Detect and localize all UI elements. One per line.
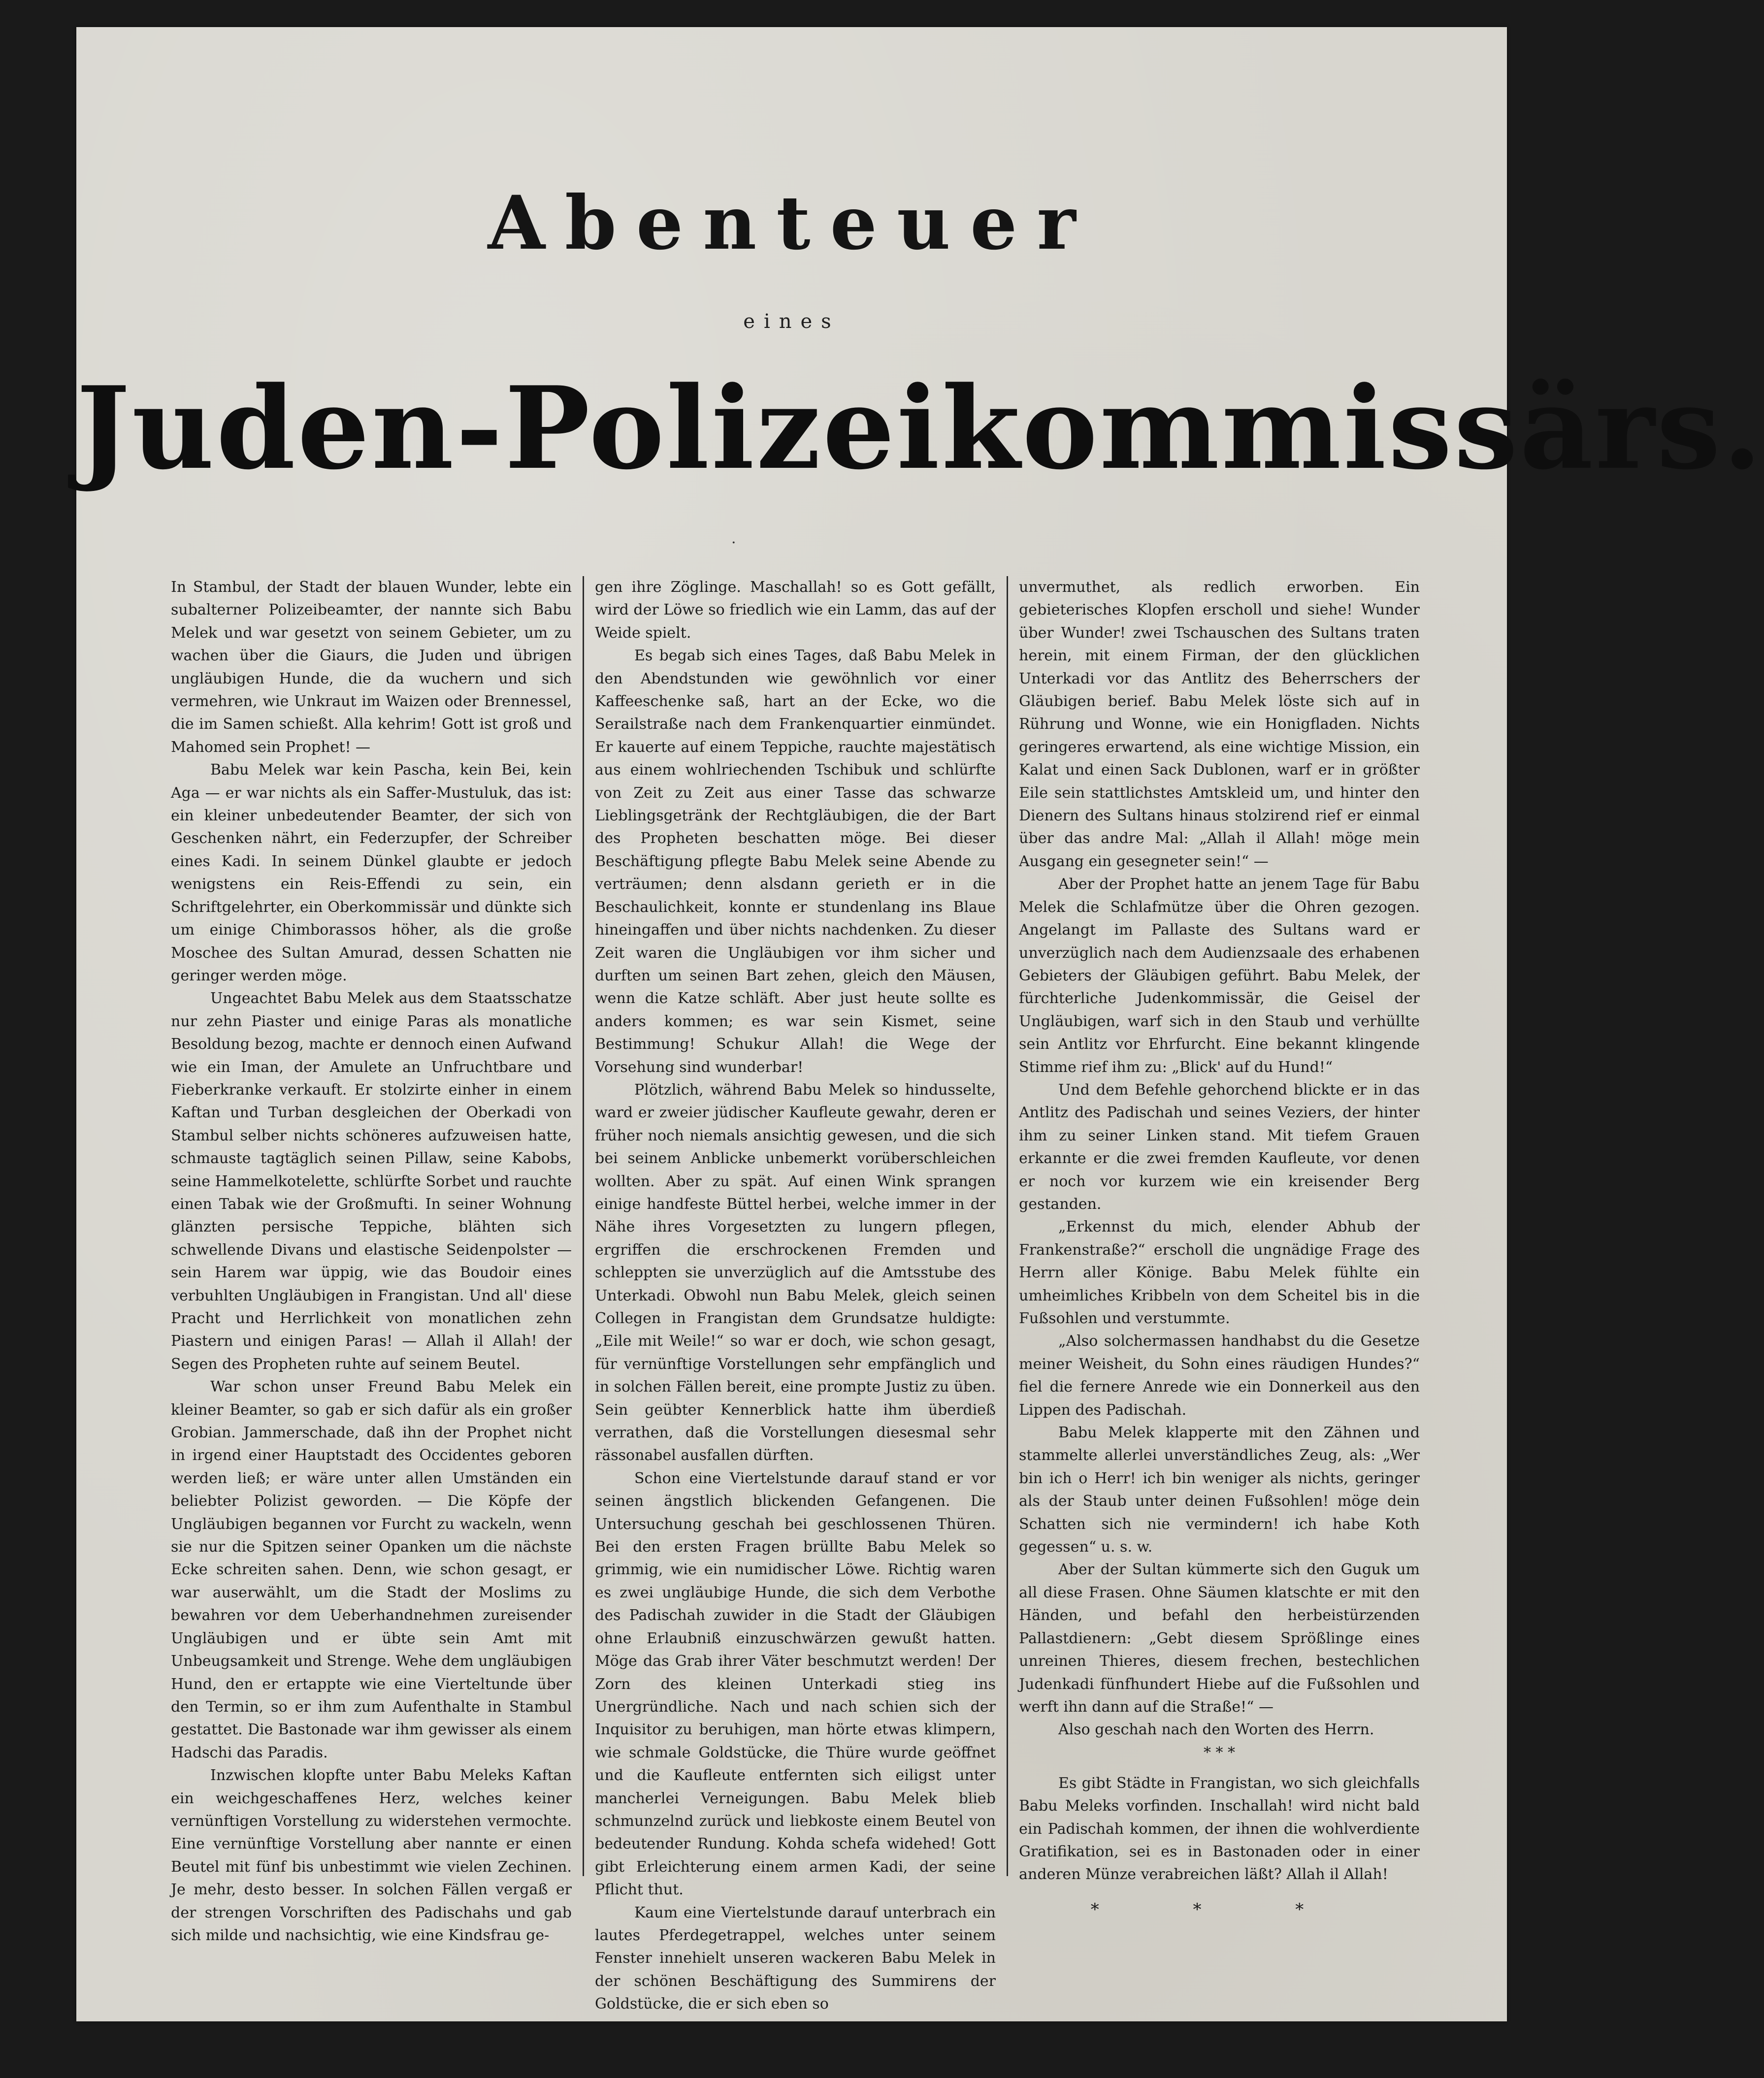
paragraph: „Erkennst du mich, elender Abhub der Frankenstraße?“ erscholl die ungnädige Frage des Herrn aller Könige. Babu Melek fühlte ein umheimliches Kribbeln von dem Scheitel bis in die Fußsohlen und verstummte. bbox=[1019, 1218, 1420, 1327]
paragraph: Es begab sich eines Tages, daß Babu Melek in den Abendstunden wie gewöhnlich vor einer Kaffeeschenke saß, hart an der Ecke, wo die Serailstraße nach dem Frankenquartier einmündet. Er kauerte auf einem Teppiche, rauchte majestätisch aus einem wohlriechenden Tschibuk und schlürfte von Zeit zu Zeit aus einer Tasse das schwarze Lieblingsgetränk der Rechtgläubigen, die der Bart des Propheten beschatten möge. Bei dieser Beschäftigung pflegte Babu Melek seine Abende zu verträumen; denn alsdann gerieth er in die Beschaulichkeit, konnte er stundenlang ins Blaue hineingaffen und über nichts nachdenken. Zu dieser Zeit waren die Ungläubigen vor ihm sicher und durften um seinen Bart zehen, gleich den Mäusen, wenn die Katze schläft. Aber just heute sollte es anders kommen; es war sein Kismet, seine Bestimmung! Schukur Allah! die Wege der Vorsehung sind wunderbar! bbox=[595, 647, 996, 1076]
title-line-3: Juden-Polizeikommissärs. bbox=[76, 362, 1764, 495]
closing-stars: * * * bbox=[1090, 1899, 1348, 1919]
paragraph: War schon unser Freund Babu Melek ein kleiner Beamter, so gab er sich dafür als ein großer Grobian. Jammerschade, daß ihn der Prophet nicht in irgend einer Hauptstadt des Occidentes geboren werden ließ; er wäre unter allen Umständen ein beliebter Polizist geworden. — Die Köpfe der Ungläubigen begannen vor Furcht zu wackeln, wenn sie nur die Spitzen seiner Opanken um die nächste Ecke schreiten sahen. Denn, wie schon gesagt, er war auserwählt, um die Stadt der Moslims zu bewahren vor dem Ueberhandnehmen zureisender Ungläubigen und er übte sein Amt mit Unbeugsamkeit und Strenge. Wehe dem ungläubigen Hund, den er ertappte wie eine Vierteltunde über den Termin, so er ihm zum Aufenthalte in Stambul gestattet. Die Bastonade war ihm gewisser als einem Hadschi das Paradis. bbox=[171, 1378, 572, 1761]
paragraph: unvermuthet, als redlich erworben. Ein gebieterisches Klopfen erscholl und siehe! Wunder über Wunder! zwei Tschauschen des Sultans traten herein, mit einem Firman, der den glücklichen Unterkadi vor das Antlitz des Beherrschers der Gläubigen berief. Babu Melek löste sich auf in Rührung und Wonne, wie ein Honigfladen. Nichts geringeres erwartend, als eine wichtige Mission, ein Kalat und einen Sack Dublonen, warf er in größter Eile sein stattlichstes Amtskleid um, und hinter den Dienern des Sultans hinaus stolzirend rief er einmal über das andre Mal: „Allah il Allah! möge mein Ausgang ein gesegneter sein!“ — bbox=[1019, 579, 1420, 870]
newspaper-page bbox=[76, 27, 1764, 2021]
paragraph: Kaum eine Viertelstunde darauf unterbrach ein lautes Pferdegetrappel, welches unter seinem Fenster innehielt unseren wackeren Babu Melek in der schönen Beschäftigung des Summirens der Goldstücke, die er sich eben so bbox=[595, 1904, 996, 2013]
paragraph: Also geschah nach den Worten des Herrn. bbox=[1058, 1721, 1374, 1739]
paragraph: Ungeachtet Babu Melek aus dem Staatsschatze nur zehn Piaster und einige Paras als monatliche Besoldung bezog, machte er dennoch einen Aufwand wie ein Iman, der Amulete an Unfruchtbare und Fieberkranke verkauft. Er stolzirte einher in einem Kaftan und Turban desgleichen der Oberkadi von Stambul selber nichts schöneres aufzuweisen hatte, schmauste tagtäglich seinen Pillaw, seine Kabobs, seine Hammelkotelette, schlürfte Sorbet und rauchte einen Tabak wie der Großmufti. In seiner Wohnung glänzten persische Teppiche, blähten sich schwellende Divans und elastische Seidenpolster — sein Harem war üppig, wie das Boudoir eines verbuhlten Ungläubigen in Frangistan. Und all' diese Pracht und Herrlichkeit von monatlichen zehn Piastern und einigen Paras! — Allah il Allah! der Segen des Propheten ruhte auf seinem Beutel. bbox=[171, 990, 572, 1373]
title-line-2: eines bbox=[743, 310, 840, 333]
paragraph: Babu Melek klapperte mit den Zähnen und stammelte allerlei unverständliches Zeug, als: „Wer bin ich o Herr! ich bin weniger als nichts, geringer als der Staub unter deinen Fußsohlen! möge dein Schatten sich nie vermindern! ich habe Koth gegessen“ u. s. w. bbox=[1019, 1424, 1420, 1556]
paragraph: „Also solchermassen handhabst du die Gesetze meiner Weisheit, du Sohn eines räudigen Hundes?“ fiel die fernere Anrede wie ein Donnerkeil aus den Lippen des Padischah. bbox=[1019, 1332, 1420, 1419]
paragraph: Es gibt Städte in Frangistan, wo sich gleichfalls Babu Meleks vorfinden. Inschallah! wird nicht bald ein Padischah kommen, der ihnen die wohlverdiente Gratifikation, sei es in Bastonaden oder in einer anderen Münze verabreichen läßt? Allah il Allah! bbox=[1019, 1774, 1420, 1883]
article-columns bbox=[160, 576, 1431, 2013]
column-1 bbox=[160, 576, 583, 1944]
column-2 bbox=[583, 576, 1007, 2013]
paragraph: Schon eine Viertelstunde darauf stand er vor seinen ängstlich blickenden Gefangenen. Die Untersuchung geschah bei geschlossenen Thüren. Bei den ersten Fragen brüllte Babu Melek so grimmig, wie ein numidischer Löwe. Richtig waren es zwei ungläubige Hunde, die sich dem Verbothe des Padischah zuwider in die Stadt der Gläubigen ohne Erlaubniß einzuschwärzen gewußt hatten. Möge das Grab ihrer Väter beschmutzt werden! Der Zorn des kleinen Unterkadi stieg ins Unergründliche. Nach und nach schien sich der Inquisitor zu beruhigen, man hörte etwas klimpern, wie schmale Goldstücke, die Thüre wurde geöffnet und die Kaufleute entfernten sich eiligst unter mancherlei Verneigungen. Babu Melek blieb schmunzelnd zurück und liebkoste einem Beutel von bedeutender Rundung. Kohda schefa widehed! Gott gibt Erleichterung einem armen Kadi, der seine Pflicht thut. bbox=[595, 1469, 996, 1899]
paragraph: Plötzlich, während Babu Melek so hindusselte, ward er zweier jüdischer Kaufleute gewahr, deren er früher noch niemals ansichtig gewesen, und die sich bei seinem Anblicke unbemerkt vorüberschleichen wollten. Aber zu spät. Auf einen Wink sprangen einige handfeste Büttel herbei, welche immer in der Nähe ihres Vorgesetzten zu lungern pflegen, ergriffen die erschrockenen Fremden und schleppten sie unverzüglich auf die Amtsstube des Unterkadi. Obwohl nun Babu Melek, gleich seinen Collegen in Frangistan dem Grundsatze huldigte: „Eile mit Weile!“ so war er doch, wie schon gesagt, für vernünftige Vorstellungen sehr empfänglich und in solchen Fällen bereit, eine prompte Justiz zu üben. Sein geübter Kennerblick hatte ihm überdieß verrathen, daß die Vorstellungen diesesmal sehr rässonabel ausfallen dürften. bbox=[595, 1081, 996, 1464]
paragraph: gen ihre Zöglinge. Maschallah! so es Gott gefällt, wird der Löwe so friedlich wie ein Lamm, das auf der Weide spielt. bbox=[595, 579, 996, 642]
paragraph: Aber der Prophet hatte an jenem Tage für Babu Melek die Schlafmütze über die Ohren gezogen. Angelangt im Pallaste des Sultans ward er unverzüglich nach dem Audienzsaale des erhabenen Gebieters der Gläubigen geführt. Babu Melek, der fürchterliche Judenkommissär, die Geisel der Ungläubigen, warf sich in den Staub und verhüllte sein Antlitz vor Ehrfurcht. Eine bekannt klingende Stimme rief ihm zu: „Blick' auf du Hund!“ bbox=[1019, 876, 1420, 1076]
column-3 bbox=[1007, 576, 1431, 1919]
paragraph: Babu Melek war kein Pascha, kein Bei, kein Aga — er war nichts als ein Saffer-Mustuluk, das ist: ein kleiner unbedeutender Beamter, der sich von Geschenken nährt, ein Federzupfer, der Schreiber eines Kadi. In seinem Dünkel glaubte er jedoch wenigstens ein Reis-Effendi zu sein, ein Schriftgelehrter, ein Oberkommissär und dünkte sich um einige Chimborassos höher, als die große Moschee des Sultan Amurad, dessen Schatten nie geringer werden möge. bbox=[171, 761, 572, 984]
title-line-1: Abenteuer bbox=[488, 180, 1096, 266]
section-ornament: * * * bbox=[1203, 1744, 1236, 1761]
paragraph: Und dem Befehle gehorchend blickte er in das Antlitz des Padischah und seines Veziers, der hinter ihm zu seiner Linken stand. Mit tiefem Grauen erkannte er die zwei fremden Kaufleute, vor denen er noch vor kurzem wie ein kreisender Berg gestanden. bbox=[1019, 1081, 1420, 1213]
title-divider-dot: · bbox=[731, 534, 736, 552]
paragraph: Inzwischen klopfte unter Babu Meleks Kaftan ein weichgeschaffenes Herz, welches keiner vernünftigen Vorstellung zu widerstehen vermochte. Eine vernünftige Vorstellung aber nannte er einen Beutel mit fünf bis unbestimmt wie vielen Zechinen. Je mehr, desto besser. In solchen Fällen vergaß er der strengen Vorschriften des Padischahs und gab sich milde und nachsichtig, wie eine Kindsfrau ge- bbox=[171, 1767, 572, 1944]
paragraph: In Stambul, der Stadt der blauen Wunder, lebte ein subalterner Polizeibeamter, der nannte sich Babu Melek und war gesetzt von seinem Gebieter, um zu wachen über die Giaurs, die Juden und übrigen ungläubigen Hunde, die da wuchern und sich vermehren, wie Unkraut im Waizen oder Brennessel, die im Samen schießt. Alla kehrim! Gott ist groß und Mahomed sein Prophet! — bbox=[171, 579, 572, 756]
paragraph: Aber der Sultan kümmerte sich den Guguk um all diese Frasen. Ohne Säumen klatschte er mit den Händen, und befahl den herbeistürzenden Pallastdienern: „Gebt diesem Sprößlinge eines unreinen Thieres, diesem frechen, bestechlichen Judenkadi fünfhundert Hiebe auf die Fußsohlen und werft ihn dann auf die Straße!“ — bbox=[1019, 1561, 1420, 1716]
